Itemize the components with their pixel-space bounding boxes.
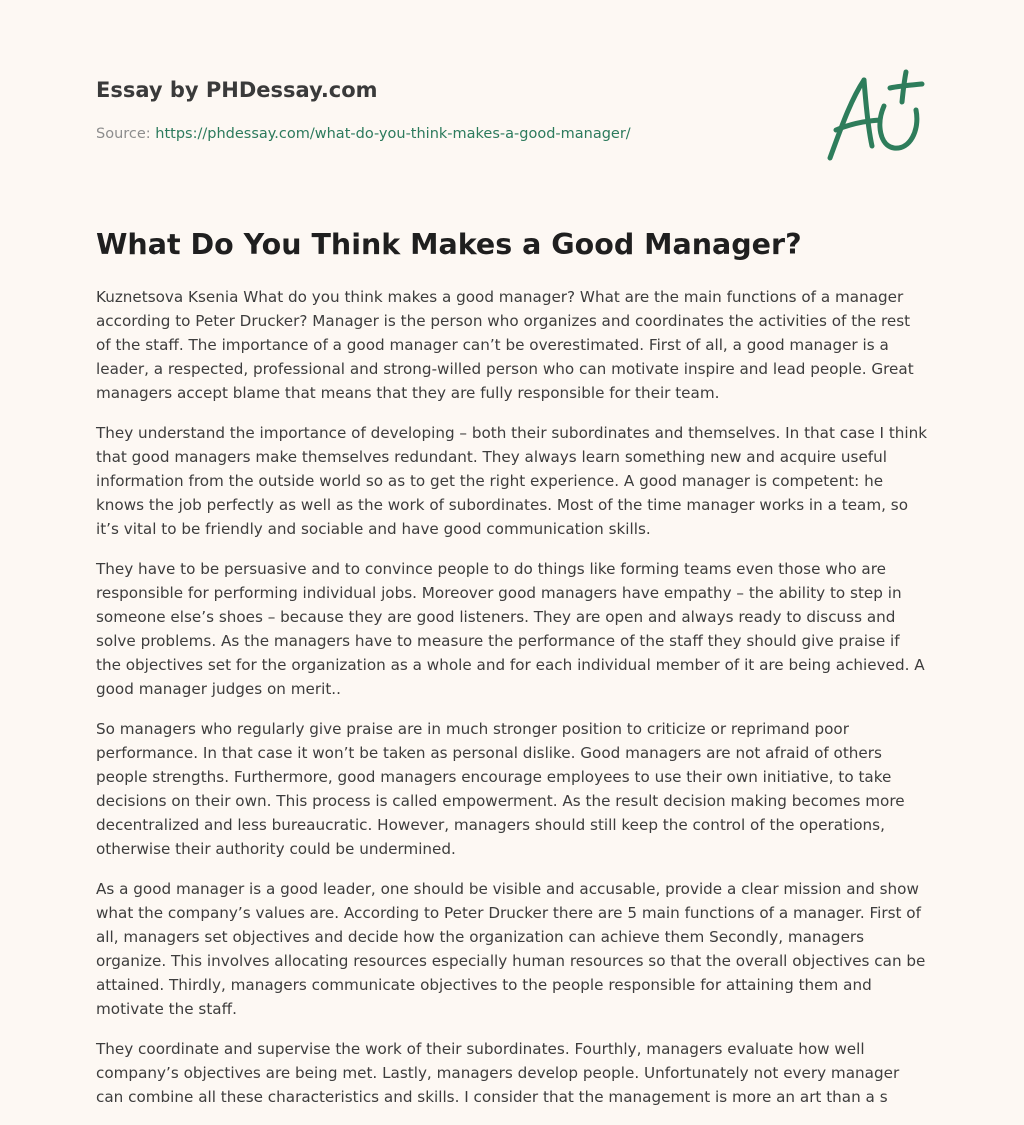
essay-paragraph: Kuznetsova Ksenia What do you think makes a good manager? What are the main functions of a manager according to Peter Drucker? Manager is the person who organizes and coordinates the activities of the rest of the staff. The importance of a good manager can’t be overestimated. First of all, a good manager is a leader, a respected, professional and strong-willed person who can motivate inspire and lead people. Great managers accept blame that means that they are fully responsible for their team. bbox=[96, 288, 914, 402]
essay-paragraph: As a good manager is a good leader, one should be visible and accusable, provide a clear mission and show what the company’s values are. According to Peter Drucker there are 5 main functions of a manager. First of all, managers set objectives and decide how the organization can achieve them Secondly, managers organize. This involves allocating resources especially human resources so that the overall objectives can be attained. Thirdly, managers communicate objectives to the people responsible for attaining them and motivate the staff. bbox=[96, 880, 926, 1018]
essay-paragraph: They coordinate and supervise the work of their subordinates. Fourthly, managers evaluate how well company’s objectives are being met. Lastly, managers develop people. Unfortunately not every manager can combine all these characteristics and skills. I consider that the management is more an art than a s bbox=[96, 1040, 900, 1106]
essay-body bbox=[96, 285, 928, 1125]
source-line bbox=[96, 124, 796, 144]
essay-paragraph: They have to be persuasive and to convince people to do things like forming teams even those who are responsible for performing individual jobs. Moreover good managers have empathy – the ability to step in someone else’s shoes – because they are good listeners. They are open and always ready to discuss and solve problems. As the managers have to measure the performance of the staff they should give praise if the objectives set for the organization as a whole and for each individual member of it are being achieved. A good manager judges on merit.. bbox=[96, 560, 925, 698]
essay-paragraph: They understand the importance of developing – both their subordinates and themselves. In that case I think that good managers make themselves redundant. They always learn something new and acquire useful information from the outside world so as to get the right experience. A good manager is competent: he knows the job perfectly as well as the work of subordinates. Most of the time manager works in a team, so it’s vital to be friendly and sociable and have good communication skills. bbox=[96, 424, 928, 538]
a-plus-logo-icon bbox=[820, 66, 930, 166]
essay-title: What Do You Think Makes a Good Manager? bbox=[96, 228, 802, 261]
source-link[interactable]: https://phdessay.com/what-do-you-think-makes-a-good-manager/ bbox=[155, 126, 631, 142]
essay-paragraph: So managers who regularly give praise are in much stronger position to criticize or reprimand poor performance. In that case it won’t be taken as personal dislike. Good managers are not afraid of others people strengths. Furthermore, good managers encourage employees to use their own initiative, to take decisions on their own. This process is called empowerment. As the result decision making becomes more decentralized and less bureaucratic. However, managers should still keep the control of the operations, otherwise their authority could be undermined. bbox=[96, 720, 905, 858]
essay-header bbox=[96, 76, 796, 144]
site-brand: Essay by PHDessay.com bbox=[96, 78, 378, 102]
source-label: Source: bbox=[96, 126, 151, 142]
